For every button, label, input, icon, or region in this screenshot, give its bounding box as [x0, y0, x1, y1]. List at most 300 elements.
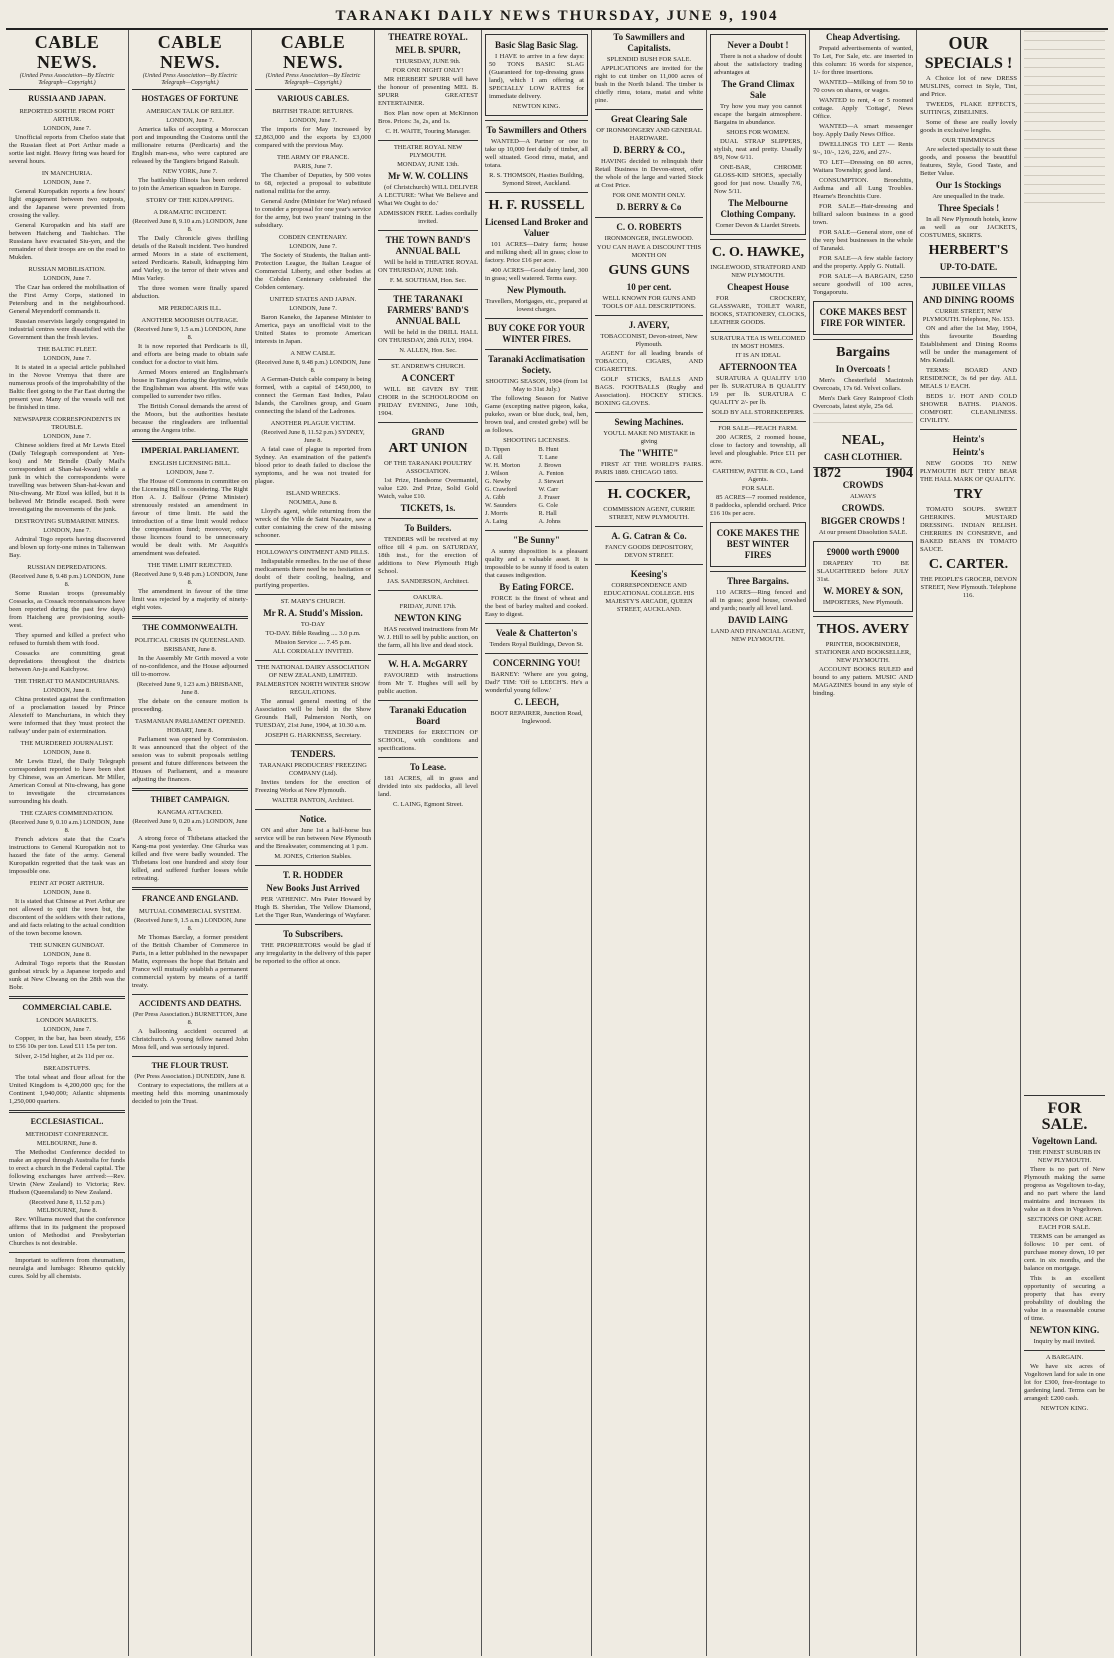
story-heading: REPORTED SORTIE FROM PORT ARTHUR. [19, 108, 115, 123]
dateline: MELBOURNE, June 8. [36, 1140, 98, 1147]
story-text: It is stated in a special article published in the Novoe Vremya that there are numerous proofs of the improbability of the Baltic fleet going to the Far East during the present year. Many of the vessels will not be finished in time. [9, 364, 125, 411]
story-text: Unofficial reports from Chefoo state that the Russian fleet at Port Arthur made a sortie last night. Heavy firing was heard for several hours. [9, 134, 125, 165]
dateline: LONDON, June 7. [43, 125, 91, 132]
dateline: LONDON, June 7. [43, 355, 91, 362]
advert-heading: Taranaki Education Board [389, 705, 467, 726]
advert-heading: 10 per cent. [626, 282, 672, 292]
story-heading: UNITED STATES AND JAPAN. [269, 296, 357, 303]
section-heading: VARIOUS CABLES. [277, 94, 349, 103]
dateline: LONDON, June 7. [289, 305, 337, 312]
license-name: J. Wilson [485, 470, 509, 477]
advert-heading: Cheap Advertising. [825, 32, 900, 42]
advert-berry-sale [595, 109, 703, 213]
advert-text: ADMISSION FREE. Ladies cordially invited. [378, 210, 478, 225]
advert-heading: New Books Just Arrived [266, 883, 360, 893]
classified-text: WANTED—Milking of from 50 to 70 cows on shares, or wages. [813, 79, 913, 94]
advert-signature: C. H. WAITE, Touring Manager. [385, 128, 471, 135]
dateline: BRISBANE, June 8. [163, 646, 217, 653]
advert-heading: GRAND [411, 427, 445, 437]
advert-text: CORRESPONDENCE AND EDUCATIONAL COLLEGE. HIS MAJESTY'S ARCADE, QUEEN STREET, AUCKLAND. [603, 582, 695, 613]
advert-text: Box Plan now open at McKinnon Bros. Prices: 3s, 2s, and 1s. [378, 110, 478, 125]
advert-text: Will be held in THEATRE ROYAL ON THURSDAY, JUNE 16th. [378, 259, 478, 274]
divider [132, 616, 248, 619]
advert-text: TERMS can be arranged as follows: 10 per cent. of purchase money down, 10 per cent. in six months, and the balance on mortgage. [1024, 1233, 1105, 1272]
story-text: China protested against the confirmation of a proclamation issued by Prince Alexeieff to Manchurians, in which they were informed that they 'must protect the railway' under pain of extermination. [9, 696, 125, 735]
illegible-text [1024, 184, 1105, 192]
advert-heading: A CONCERT [401, 373, 455, 383]
advert-heading: The Melbourne Clothing Company. [720, 198, 796, 219]
advert-heading: ART UNION [388, 441, 468, 456]
story-text: Parliament was opened by Commission. It was announced that the object of the session was to submit proposals settling present and future differences between the Houses of Parliament, and a measure adjusting the finances. [132, 736, 248, 783]
advert-text: This is an excellent opportunity of securing a property that has every probability of doubling the value in a reasonable course of time. [1024, 1275, 1105, 1322]
column-4 [375, 30, 482, 1656]
section-heading: THE FLOUR TRUST. [151, 1061, 229, 1070]
advert-heading: Never a Doubt ! [727, 40, 789, 50]
story-text: General Andre (Minister for War) refused to consider a proposal for one year's service for the army, but two years' training in the subsidiary. [255, 198, 371, 229]
advert-heading: TENDERS. [290, 749, 336, 759]
story-heading: RUSSIAN DEPREDATIONS. [27, 564, 107, 571]
advert-heading: THOS. AVERY [816, 622, 910, 637]
advert-text: Will be held in the DRILL HALL ON THURSDAY, 28th JULY, 1904. [378, 329, 478, 344]
advert-text: PALMERSTON NORTH WINTER SHOW REGULATIONS. [256, 681, 370, 696]
advert-heading: W. MOREY & SON, [823, 586, 903, 596]
advert-text: FIRST AT THE WORLD'S FAIRS. PARIS 1889. CHICAGO 1893. [595, 461, 703, 476]
story-heading: ANOTHER PLAGUE VICTIM. [270, 420, 356, 427]
year-start: 1872 [813, 466, 841, 481]
advert-text: TO-DAY. Bible Reading .... 3.0 p.m. [265, 630, 361, 637]
dateline: NOUMEA, June 8. [288, 499, 338, 506]
advert-text: TERMS: BOARD AND RESIDENCE, 3s 6d per day. ALL MEALS 1/ EACH. [920, 367, 1017, 390]
illegible-text [813, 422, 913, 430]
dateline: LONDON, June 7. [43, 433, 91, 440]
advert-signature: NEWTON KING. [512, 103, 561, 110]
advert-text: SHOES FOR WOMEN. [726, 129, 790, 136]
advert-text: LAND AND FINANCIAL AGENT, NEW PLYMOUTH. [710, 628, 806, 643]
divider [9, 1252, 125, 1253]
advert-mcgarry [378, 654, 478, 696]
advert-hodder-books [255, 865, 371, 920]
story-heading: POLITICAL CRISIS IN QUEENSLAND. [134, 637, 246, 644]
story-text: The British Consul demands the arrest of the Moors, but the authorities hesitate because the ringleaders are influential among the Angera tribe. [132, 403, 248, 434]
advert-text: PRINTER, BOOKBINDER, STATIONER AND BOOKSELLER, NEW PLYMOUTH. [815, 641, 911, 664]
advert-heading: Heintz's [952, 434, 985, 444]
advert-text: 101 ACRES—Dairy farm; house and milking shed; all in grass; close to factory. Price £16 per acre. [485, 241, 588, 264]
story-heading: THE MURDERED JOURNALIST. [20, 740, 114, 747]
classified-text: FOR SALE—General store, one of the very best businesses in the whole of Taranaki. [813, 229, 913, 252]
advert-heading: THE TOWN BAND'S ANNUAL BALL [385, 235, 471, 256]
advert-heading: "Be Sunny" [513, 535, 560, 545]
advert-heading: Our 1s Stockings [935, 180, 1002, 190]
advert-text: TWEEDS, FLAKE EFFECTS, SUITINGS, ZIBELINES. [920, 101, 1017, 116]
advert-text: Mission Service .... 7.45 p.m. [274, 639, 352, 646]
advert-three-bargains [710, 571, 806, 644]
advert-education-board [378, 700, 478, 753]
advert-heading: FOR SALE. [1041, 1100, 1088, 1133]
story-heading: BRITISH TRADE RETURNS. [272, 108, 354, 115]
illegible-text [1024, 139, 1105, 147]
story-text: Mr Thomas Barclay, a former president of the British Chamber of Commerce in Paris, in a letter published in the newspaper Matin, expresses the hope that Britain and France will mutually establish a permanent commercial system by means of a tariff treaty. [132, 934, 248, 989]
dateline: (Received June 9, 9.48 p.m.) LONDON, June 8. [132, 571, 248, 586]
advert-text: FOR CROCKERY, GLASSWARE, TOILET WARE, BOOKS, STATIONERY, CLOCKS, LEATHER GOODS. [710, 295, 806, 326]
advert-text: MR HERBERT SPURR will have the honour of presenting MEL B. SPURR GREATEST ENTERTAINER. [378, 76, 478, 107]
column-7 [707, 30, 810, 1656]
license-name: J. Brown [538, 462, 562, 469]
advert-text: 400 ACRES—Good dairy land, 300 in grass; well watered. Terms easy. [485, 267, 588, 282]
advert-text: BOOT REPAIRER, Junction Road, Inglewood. [490, 710, 583, 725]
advert-heading: Veale & Chatterton's [495, 628, 578, 638]
advert-overcoats [813, 339, 913, 463]
advert-mission [255, 594, 371, 656]
advert-heading: J. AVERY, [628, 320, 670, 330]
advert-text: IRONMONGER, INGLEWOOD. [604, 235, 694, 242]
advert-text: IMPORTERS, New Plymouth. [822, 599, 904, 606]
advert-heading: HERBERT'S [928, 243, 1009, 258]
dateline: LONDON, June 7. [166, 117, 214, 124]
advert-heading: To Sawmillers and Capitalists. [613, 32, 685, 53]
story-text: French advices state that the Czar's instructions to General Kuropatkin not to hazard the fate of the army. General Kuropatkin regretted that the task was an impossible one. [9, 836, 125, 875]
advert-text: WILL BE GIVEN BY THE CHOIR in the SCHOOLROOM on FRIDAY EVENING, June 10th, 1904. [378, 386, 478, 417]
advert-text: TENDERS will be received at my office till 4 p.m. on SATURDAY, 18th inst., for the erection of additions to New Plymouth High School. [378, 536, 478, 575]
advert-text: A BARGAIN. [1045, 1354, 1084, 1361]
story-text: The House of Commons in committee on the Licensing Bill is considering. The Right Hon A. J. Balfour (Prime Minister) strenuously resisted an amendment in favour of time limit. He said the introduction of a time limit would reduce the compensation fund; moreover, only those licences found to be unnecessary would be dealt with. Mr Asquith's amendment was defeated. [132, 478, 248, 557]
advert-text: At our present Dissolution SALE. [818, 529, 908, 536]
advert-heading: Basic Slag Basic Slag. [494, 40, 578, 50]
advert-art-union [378, 422, 478, 514]
advert-heading: The "WHITE" [619, 448, 679, 458]
advert-text: FAVOURED with instructions from Mr T. Hughes will sell by public auction. [378, 672, 478, 695]
story-text: The battleship Illinois has been ordered to join the American squadron in Europe. [132, 177, 248, 192]
advert-to-lease [378, 757, 478, 809]
advert-heading: NEWTON KING. [1029, 1325, 1100, 1335]
advert-bargain [1024, 1350, 1105, 1413]
dateline: (Received June 8, 11.52 p.m.) MELBOURNE, June 8. [29, 1199, 105, 1214]
story-text: A fatal case of plague is reported from Sydney. An examination of the patient's blood prior to death failed to disclose the symptoms, and he was not treated for plague. [255, 446, 371, 485]
license-name: A. Gibb [485, 494, 506, 501]
advert-text: ON and after June 1st a half-horse bus service will be run between New Plymouth and the Breakwater, commencing at 1 p.m. [255, 827, 371, 850]
advert-text: Travellers, Mortgages, etc., prepared at lowest charges. [485, 298, 588, 313]
story-text: A strong force of Thibetans attacked the Kang-ma post yesterday. One Ghurka was killed and five were badly wounded. The Thibetans lost one hundred and sixty four killed, and suffered further losses while retreating. [132, 835, 248, 882]
column-3 [252, 30, 375, 1656]
story-text: Silver, 2-15d higher, at 2s 11d per oz. [15, 1053, 114, 1060]
advert-signature: N. ALLEN, Hon. Sec. [399, 347, 457, 354]
advert-vogeltown-land [1024, 1095, 1105, 1346]
advert-force [485, 530, 588, 619]
dateline: HOBART, June 8. [166, 727, 214, 734]
advert-signature: JAS. SANDERSON, Architect. [387, 578, 469, 585]
classified-text: DWELLINGS TO LET — Rents 9/-, 10/-, 12/6, 22/6, and 27/-. [813, 141, 913, 156]
advert-text: SURATURA TEA IS WELCOMED IN MOST HOMES. [710, 335, 806, 350]
illegible-text [1024, 202, 1105, 210]
advert-oakura-sale [378, 590, 478, 650]
advert-text: (of Christchurch) WILL DELIVER A LECTURE: 'What We Believe and What We Ought to do.' [378, 184, 478, 207]
story-heading: TASMANIAN PARLIAMENT OPENED. [134, 718, 246, 725]
dateline: NEW YORK, June 7. [162, 168, 218, 175]
story-text: Baron Kaneko, the Japanese Minister to America, pays an unofficial visit to the United States to promote American interests in Japan. [255, 314, 371, 345]
advert-text: SOLD BY ALL STOREKEEPERS. [711, 409, 805, 416]
column-6 [592, 30, 707, 1656]
divider [132, 994, 248, 995]
divider [132, 887, 248, 890]
advert-heading: DAVID LAING [727, 615, 789, 625]
story-text: The Chamber of Deputies, by 500 votes to 68, rejected a proposal to substitute national militia for the army. [255, 172, 371, 195]
advert-drapery-sale [813, 541, 913, 612]
illegible-text [1024, 121, 1105, 129]
advert-catran [595, 526, 703, 560]
advert-heading: C. O. HAWKE, [711, 245, 805, 260]
advert-coke-fires [710, 522, 806, 567]
dateline: (Received June 8, 9.48 p.m.) LONDON, June 8. [255, 359, 371, 374]
dateline: LONDON, June 8. [43, 889, 91, 896]
divider [132, 1056, 248, 1057]
advert-text: PER 'ATHENIC'. Mrs Pater Howard by Hugh B. Sheridan, The Yellow Diamond, Let the Tiger Run, Wanderings of Wayfarer. [255, 896, 371, 919]
story-heading: COBDEN CENTENARY. [278, 234, 348, 241]
advert-heading: Vogeltown Land. [1031, 1136, 1098, 1146]
advert-signature: WALTER PANTON, Architect. [272, 797, 354, 804]
advert-text: TARANAKI PRODUCERS' FREEZING COMPANY (Ltd). [259, 762, 367, 777]
dateline: LONDON, June 7. [43, 527, 91, 534]
story-heading: STORY OF THE KIDNAPPING. [146, 197, 234, 204]
advert-text: AGENT for all leading brands of TOBACCO, CIGARS, AND CIGARETTES. [595, 350, 703, 373]
story-heading: THE CZAR'S COMMENDATION. [20, 810, 114, 817]
illegible-text [1024, 112, 1105, 120]
story-text: Cossacks are committing great depredations throughout the districts between An-ju and Kaichyow. [9, 650, 125, 673]
advert-text: NEW GOODS TO NEW PLYMOUTH BUT THEY BEAR THE HALL MARK OF QUALITY. [920, 460, 1017, 483]
illegible-text [1024, 58, 1105, 66]
advert-dairy-association [255, 660, 371, 740]
advert-text: There is not a shadow of doubt about the satisfactory trading advantages at [714, 53, 802, 76]
advert-text: THURSDAY, JUNE 9th. [395, 58, 461, 65]
classified-text: Prepaid advertisements of wanted, To Let, For Sale, etc. are inserted in this column: 16 words for sixpence, 1/- for three insertions. [813, 45, 913, 76]
story-text: Russian reservists largely congregated in industrial centres were dissatisfied with the Government than the fresh levies. [9, 318, 125, 341]
dateline: (Received June 9, 1.23 a.m.) BRISBANE, June 8. [136, 681, 244, 696]
advert-text: THE PEOPLE'S GROCER, DEVON STREET, New Plymouth. Telephone 116. [920, 576, 1017, 599]
masthead: TARANAKI DAILY NEWS THURSDAY, JUNE 9, 1904 [6, 4, 1108, 30]
dateline: LONDON, June 8. [43, 687, 91, 694]
advert-signature: R. S. THOMSON, Hasties Building, Symond Street, Auckland. [489, 172, 584, 187]
story-heading: KANGMA ATTACKED. [157, 809, 223, 816]
cable-news-heading: CABLE NEWS. [280, 32, 346, 72]
advert-heading: UP-TO-DATE. [939, 262, 998, 272]
advert-heading: Taranaki Acclimatisation Society. [488, 354, 585, 375]
illegible-text [1024, 67, 1105, 75]
column-1 [6, 30, 129, 1656]
classified-text: WANTED to rent, 4 or 5 roomed cottage. Apply 'Cottage', News Office. [813, 97, 913, 120]
advert-heading: Mr R. A. Studd's Mission. [263, 608, 363, 618]
year-end: 1904 [885, 466, 913, 481]
story-heading: HOLLOWAY'S OINTMENT AND PILLS. [256, 549, 370, 556]
story-text: The Czar has ordered the mobilisation of the First Army Corps, stationed in Petersburg and in the neighbourhood. General Meyendorff commands it. [9, 284, 125, 315]
copyright-note: (United Press Association—By Electric Telegraph—Copyright.) [255, 73, 371, 90]
story-text: Copper, in the bar, has been steady, £56 to £56 10s per ton. Lead £11 15s per ton. [9, 1035, 125, 1050]
story-text: It is stated that Chinese at Port Arthur are not allowed to quit the town but, the discontent of the soldiers with their rations, and aid facts relating to the actual condition of the town become known. [9, 898, 125, 937]
advert-text: Some of these are really lovely goods in exclusive lengths. [920, 119, 1017, 134]
advert-text: ON and after the 1st May, 1904, this favourite Boarding Establishment and Dining Rooms will be under the management of Mrs Kendall. [920, 325, 1017, 364]
advert-notice [255, 809, 371, 861]
story-heading: THE ARMY OF FRANCE. [277, 154, 349, 161]
advert-text: Inquiry by mail invited. [1033, 1338, 1096, 1345]
advert-heintz [920, 429, 1017, 600]
section-heading: THE COMMONWEALTH. [142, 623, 238, 632]
advert-text: FRIDAY, JUNE 17th. [399, 603, 457, 610]
illegible-text [1024, 130, 1105, 138]
advert-heading: CONCERNING YOU! [492, 658, 581, 668]
advert-crowds [813, 467, 913, 537]
advert-text: CURRIE STREET, NEW PLYMOUTH. Telephone, No. 153. [922, 308, 1015, 323]
advert-heading: To Builders. [404, 523, 452, 533]
divider [132, 788, 248, 791]
advert-text: OF IRONMONGERY AND GENERAL HARDWARE. [596, 127, 702, 142]
classified-text: FOR SALE—A BARGAIN, £250 secure goodwill of 100 acres, Tongaporutu. [813, 273, 913, 296]
cable-news-heading: CABLE NEWS. [157, 32, 223, 72]
advert-heading: COKE MAKES BEST FIRE FOR WINTER. [819, 307, 907, 328]
advert-heading: H. F. RUSSELL [488, 198, 585, 213]
advert-text: FOR ONE MONTH ONLY. [612, 192, 686, 199]
dateline: LONDON, June 7. [43, 179, 91, 186]
illegible-text [1024, 31, 1105, 39]
advert-text: Tenders Royal Buildings, Devon St. [489, 641, 584, 648]
advert-heading: Sewing Machines. [614, 417, 684, 427]
dateline: LONDON, June 7. [289, 117, 337, 124]
license-name: B. Hunt [538, 446, 559, 453]
advert-text: The annual general meeting of the Association will be held in the Show Grounds Hall, Palmerston North, on TUESDAY, 21st June, 1904, at 10.30 a.m. [255, 698, 371, 729]
advert-text: Men's Dark Grey Rainproof Cloth Overcoats, latest style, 25s 6d. [813, 395, 913, 410]
advert-heading: A. G. Catran & Co. [611, 531, 687, 541]
story-text: The Methodist Conference decided to make an appeal through Australia for funds to erect a church in the Federal capital. The following exchanges have arrived:—Rev. Urwin (New Zealand) to Victoria; Rev. Hudson (Queensland) to New Zealand. [9, 1149, 125, 1196]
advert-text: GOLF STICKS, BALLS AND BAGS. FOOTBALLS (Rugby and Association). HOCKEY STICKS. BOXING GLOVES. [595, 376, 703, 407]
dateline: (Received June 8, 11.52 p.m.) SYDNEY, June 8. [261, 429, 365, 444]
advert-cocker [595, 481, 703, 522]
section-heading: ECCLESIASTICAL. [30, 1117, 104, 1126]
advert-text: ONE-BAR, CHROME GLOSS-KID SHOES, specially good for just now. Usually 7/6, Now 5/11. [714, 164, 802, 195]
advert-text: FANCY GOODS DEPOSITORY, DEVON STREET. [605, 544, 693, 559]
advert-text: Are selected specially to suit these goods, and possess the beautiful features, Style, Good Taste, and Better Value. [920, 146, 1017, 177]
advert-signature: M. JONES, Criterion Stables. [274, 853, 352, 860]
advert-heading: JUBILEE VILLAS [931, 282, 1006, 292]
advert-text: A Choice lot of new DRESS MUSLINS, correct in Style, Tint, and Price. [920, 75, 1017, 98]
story-heading: METHODIST CONFERENCE. [25, 1131, 109, 1138]
advert-text: TOMATO SOUPS. SWEET GHERKINS. MUSTARD DRESSING. INDIAN RELISH. CHERRIES IN CONSERVE, and BAKED BEANS IN TOMATO SAUCE. [920, 506, 1017, 553]
advert-heading: D. BERRY & Co [616, 202, 682, 212]
advert-keesing [595, 564, 703, 614]
story-heading: FEINT AT PORT ARTHUR. [29, 880, 105, 887]
illegible-text [1024, 76, 1105, 84]
advert-text: SHOOTING SEASON, 1904 (from 1st May to 31st July.) [485, 378, 588, 393]
story-text: Chinese soldiers fired at Mr Lewis Etzel (Daily Telegraph correspondent at Yen-kou) and Mr Brindle (Daily Mail's correspondent at Shan-hai-kwan) while a junk in which the correspondents were travelling was between Shan-hai-kwan and Niu-chwang. Mr Etzel was killed, but it is believed Mr Brindle escaped. Both were investigating the movements of the junk. [9, 442, 125, 513]
advert-sawmillers [485, 120, 588, 188]
advert-text: APPLICATIONS are invited for the right to cut timber on 11,000 acres of bush in the North Island. The timber is chiefly rimu, totara, matai and white pine. [595, 65, 703, 104]
dateline: (Per Press Association.) DUNEDIN, June 8. [134, 1073, 246, 1080]
cable-news-heading: CABLE NEWS. [34, 32, 100, 72]
advert-signature: NEWTON KING. [1040, 1405, 1089, 1412]
advert-heading: Great Clearing Sale [610, 114, 688, 124]
advert-heading: Licensed Land Broker and Valuer [485, 217, 588, 238]
license-list [485, 446, 588, 526]
advert-heading: CROWDS. [841, 503, 885, 513]
story-heading: THE SUNKEN GUNBOAT. [29, 942, 105, 949]
story-text: The total wheat and flour afloat for the United Kingdom is 4,200,000 qrs; for the Continent 1,940,000; Atlantic shipments 1,250,000 quarters. [9, 1074, 125, 1105]
advert-text: SURATURA A QUALITY 1/10 per lb. SURATURA B QUALITY 1/9 per lb. SURATURA C QUALITY 2/- per lb. [710, 375, 806, 406]
advert-text: I HAVE to arrive in a few days: 50 TONS BASIC SLAG (Guaranteed for top-dressing grass land), which I am offering at SPECIALLY LOW RATES for immediate delivery. [489, 53, 584, 100]
advert-text: FOR SALE. [741, 485, 775, 492]
dateline: LONDON, June 7. [166, 469, 214, 476]
story-text: Mr Lewis Etzel, the Daily Telegraph correspondent reported to have been shot by Chinese, was an American. Mr Miller, American Consul at Niu-chwang, has gone to investigate the circumstances surrounding his death. [9, 758, 125, 805]
license-name: G. Cole [538, 502, 559, 509]
advert-text: SECTIONS OF ONE ACRE EACH FOR SALE. [1027, 1216, 1102, 1231]
advert-veale [485, 623, 588, 649]
divider [132, 439, 248, 442]
story-heading: ENGLISH LICENSING BILL. [149, 460, 231, 467]
advert-climax-sale [710, 34, 806, 235]
story-heading: MUTUAL COMMERCIAL SYSTEM. [139, 908, 241, 915]
dateline: (Received June 9, 0.10 a.m.) LONDON, June 8. [9, 819, 125, 834]
advert-peach-farm [710, 421, 806, 518]
advert-text: 200 ACRES, 2 roomed house, close to factory and township, all level and ploughable. Price £11 per acre. [710, 434, 806, 465]
advert-heading: C. LEECH, [514, 697, 559, 707]
section-heading: COMMERCIAL CABLE. [22, 1003, 112, 1012]
story-text: Contrary to expectations, the millers at a meeting held this morning unanimously decided to join the Trust. [132, 1082, 248, 1105]
advert-coke [485, 318, 588, 345]
advert-text: OAKURA. [413, 594, 443, 601]
story-text: General Kuropatkin and his staff are between Haicheng and Tashichao. The Russians have evacuated Siu-yen, and the remainder of their troops are on the road to Mukden. [9, 222, 125, 261]
story-text: It is now reported that Perdicaris is ill, and efforts are being made to obtain safe conduct for a doctor to visit him. [132, 343, 248, 366]
advert-heading: Three Specials ! [937, 203, 1000, 213]
story-heading: AMERICAN TALK OF RELIEF. [146, 108, 234, 115]
advert-text: 181 ACRES, all in grass and divided into six paddocks, all level land. [378, 775, 478, 798]
story-heading: THE BALTIC FLEET. [37, 346, 97, 353]
advert-sewing-machines [595, 412, 703, 477]
illegible-text [1024, 85, 1105, 93]
advert-heading: COKE MAKES THE BEST WINTER FIRES [716, 528, 800, 560]
license-name: T. Lane [538, 454, 558, 461]
classified-text: TO LET—Dressing on 80 acres, Waitara Township; good land. [813, 159, 913, 174]
dateline: LONDON, June 8. [43, 951, 91, 958]
license-name: G. Newby [485, 478, 511, 485]
advert-text: SPLENDID BUSH FOR SALE. [606, 56, 692, 63]
illegible-text [1024, 103, 1105, 111]
advert-text: FOR ONE NIGHT ONLY! [392, 67, 464, 74]
story-text: Indisputable remedies. In the use of these medicaments there need be no hesitation or doubt of their cooling, healing, and purifying properties. [255, 558, 371, 589]
story-text: The amendment in favour of the time limit was rejected by a majority of ninety-eight votes. [132, 588, 248, 611]
illegible-text [1024, 175, 1105, 183]
story-text: They spurned and killed a prefect who refused to furnish them with food. [9, 632, 125, 647]
advert-text: DRAPERY TO BE SLAUGHTERED before JULY 31st. [817, 560, 909, 583]
advert-text: A sunny disposition is a pleasant quality and a valuable asset. It is impossible to be sunny if food is eaten that causes indigestion. [485, 548, 588, 579]
advert-text: TENDERS for ERECTION OF SCHOOL, with conditions and specifications. [378, 729, 478, 752]
story-text: A ballooning accident occurred at Christchurch. A young fellow named John Moss fell, and was seriously injured. [132, 1028, 248, 1051]
story-heading: NEWSPAPER CORRESPONDENTS IN TROUBLE. [13, 416, 121, 431]
story-text: Important to sufferers from rheumatism, neuralgia and lumbago: Rheumo quickly cures. Sold by all chemists. [9, 1257, 125, 1280]
story-text: General Kuropatkin reports a few hours' light engagement between two outposts, and the Japanese were prevented from crossing the valley. [9, 188, 125, 219]
story-heading: ISLAND WRECKS. [285, 490, 341, 497]
advert-concert [378, 359, 478, 418]
column-9 [917, 30, 1021, 1656]
advert-heading: Three Bargains. [727, 576, 789, 586]
advert-text: In all New Plymouth hotels, know as well as our JACKETS, COSTUMES, SKIRTS. [920, 216, 1017, 239]
advert-heading: Heintz's [952, 447, 985, 457]
story-heading: DESTROYING SUBMARINE MINES. [14, 518, 120, 525]
advert-heading: CASH CLOTHIER. [823, 452, 903, 462]
advert-text: WANTED—A Partner or one to take up 10,000 feet daily of timber, all well situated. Good rimu, matai, and totara. [485, 138, 588, 169]
classified-text: FOR SALE—A few stable factory and the property. Apply G. Nuttall. [813, 255, 913, 270]
advert-text: THEATRE ROYAL NEW PLYMOUTH. [393, 144, 463, 159]
license-name: W. Carr [538, 486, 559, 493]
advert-text: FORCE is the finest of wheat and the best of barley malted and cooked. Easy to digest. [485, 595, 588, 618]
advert-jubilee-villas [920, 277, 1017, 425]
advert-heading: C. O. ROBERTS [616, 222, 682, 232]
advert-builders [378, 518, 478, 586]
illegible-text [813, 413, 913, 421]
advert-heading: Bargains [836, 345, 890, 360]
